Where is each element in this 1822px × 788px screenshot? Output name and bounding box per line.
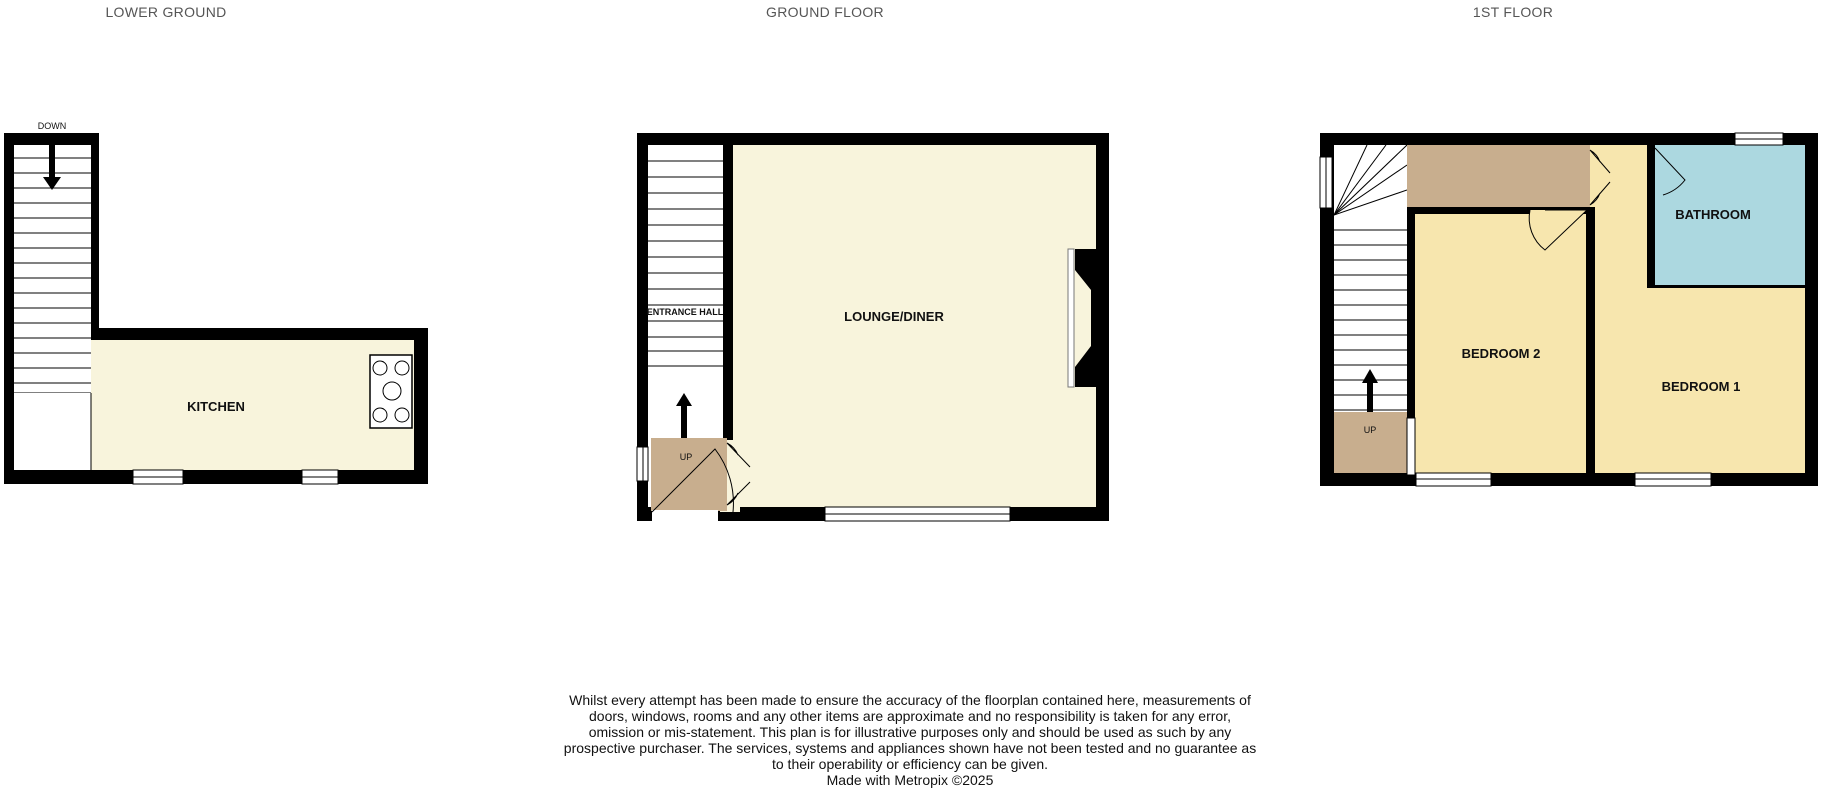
lounge-diner-floor bbox=[733, 145, 1096, 507]
room-label-lounge-diner: LOUNGE/DINER bbox=[844, 309, 944, 324]
first-floor-plan bbox=[1320, 133, 1818, 486]
kitchen-floor bbox=[91, 340, 414, 470]
metropix-credit: Made with Metropix ©2025 bbox=[826, 772, 994, 788]
floor-title-ground-floor: GROUND FLOOR bbox=[766, 4, 884, 20]
window-icon bbox=[1735, 133, 1783, 145]
hob-icon bbox=[370, 355, 412, 428]
room-label-bathroom: BATHROOM bbox=[1675, 207, 1751, 222]
stair-label-down: DOWN bbox=[37, 121, 67, 131]
window-icon bbox=[1407, 418, 1415, 475]
stair-label-up: UP bbox=[679, 452, 693, 462]
room-label-kitchen: KITCHEN bbox=[187, 399, 245, 414]
room-label-bedroom-2: BEDROOM 2 bbox=[1461, 346, 1541, 361]
window-icon bbox=[1320, 157, 1332, 208]
window-icon bbox=[1635, 473, 1711, 486]
window-icon bbox=[302, 470, 338, 484]
window-icon bbox=[133, 470, 183, 484]
disclaimer-text: Whilst every attempt has been made to ensure the accuracy of the floorplan contained here, measurements of doors, windows, rooms and any other items are approximate and no responsibility is taken for any error, omission or mis-statement. This plan is for illustrative purposes only and should be used as such by any prospective purchaser. The services, systems and appliances shown have not been tested and no guarantee as to their operability or efficiency can be given. bbox=[563, 692, 1257, 772]
room-label-bedroom-1: BEDROOM 1 bbox=[1661, 379, 1741, 394]
floor-title-first-floor: 1ST FLOOR bbox=[1472, 4, 1554, 20]
stair-landing-floor bbox=[1334, 412, 1407, 473]
front-door-opening bbox=[652, 510, 718, 521]
landing-floor bbox=[1407, 145, 1590, 207]
lower-ground-plan bbox=[4, 121, 428, 484]
stair-label-up: UP bbox=[1363, 425, 1377, 435]
floor-title-lower-ground: LOWER GROUND bbox=[105, 4, 227, 20]
window-icon bbox=[637, 447, 648, 481]
ground-floor-plan bbox=[637, 133, 1109, 521]
room-label-entrance-hall: ENTRANCE HALL bbox=[646, 307, 724, 317]
window-icon bbox=[825, 507, 1010, 521]
window-icon bbox=[1416, 473, 1491, 486]
bedroom-2-floor bbox=[1415, 214, 1586, 473]
